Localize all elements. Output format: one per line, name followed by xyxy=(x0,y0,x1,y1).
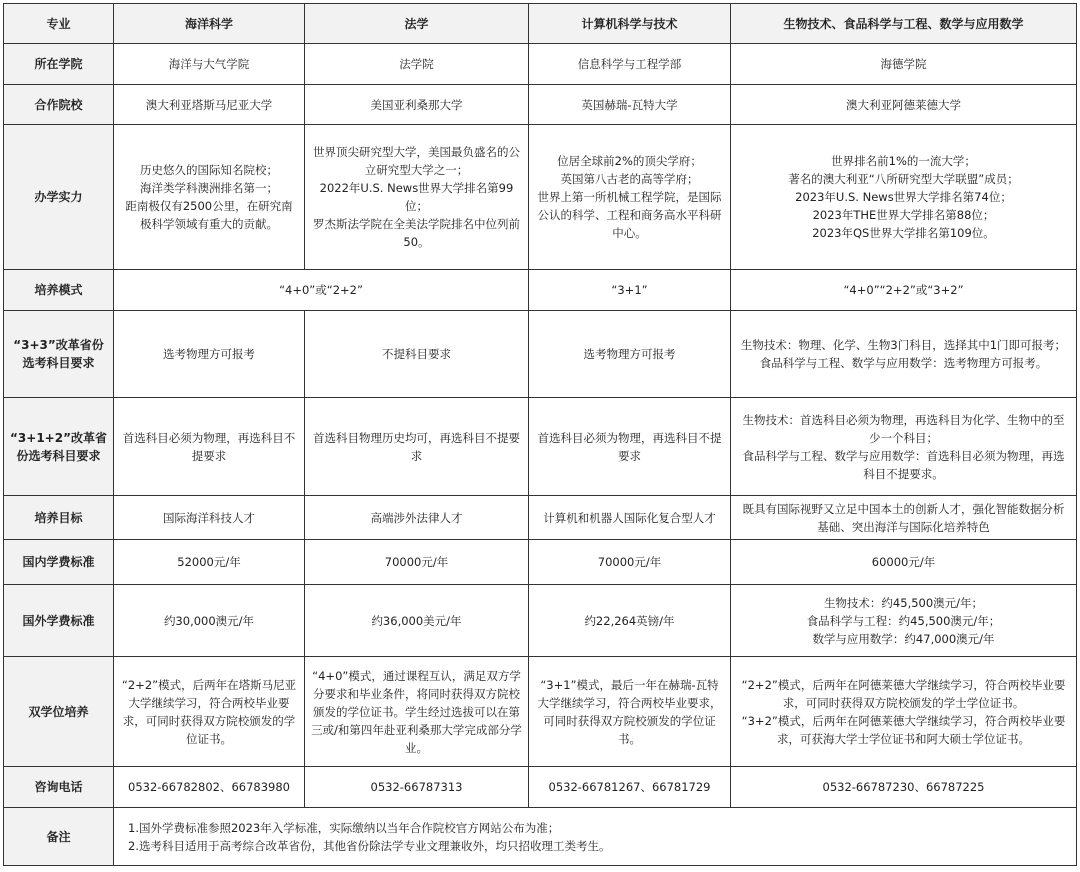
table-cell: “3+1” xyxy=(529,270,731,311)
row-label: 国内学费标准 xyxy=(4,540,114,585)
row-label: 双学位培养 xyxy=(4,657,114,767)
row-goal xyxy=(4,496,1077,540)
row-label: 培养模式 xyxy=(4,270,114,311)
row-partner xyxy=(4,85,1077,125)
table-cell: 0532-66787313 xyxy=(305,767,529,808)
table-cell: 英国赫瑞-瓦特大学 xyxy=(529,85,731,125)
table-cell: 国际海洋科技人才 xyxy=(114,496,305,540)
table-cell: 约30,000澳元/年 xyxy=(114,585,305,657)
row-label: “3+3”改革省份选考科目要求 xyxy=(4,311,114,398)
table-cell: “4+0”模式，通过课程互认，满足双方学分要求和毕业条件，将同时获得双方院校颁发的学位证书。学生经过选拔可以在第三或/和第四年赴亚利桑那大学完成部分学业。 xyxy=(305,657,529,767)
table-cell: 0532-66782802、66783980 xyxy=(114,767,305,808)
table-cell: 海洋与大气学院 xyxy=(114,44,305,85)
row-foreign-tuition xyxy=(4,585,1077,657)
table-cell: 计算机和机器人国际化复合型人才 xyxy=(529,496,731,540)
table-cell: 约22,264英镑/年 xyxy=(529,585,731,657)
table-cell: “2+2”模式，后两年在塔斯马尼亚大学继续学习，符合两校毕业要求，可同时获得双方院校颁发的学位证书。 xyxy=(114,657,305,767)
row-subjects-312 xyxy=(4,398,1077,496)
table-cell: 首选科目必须为物理，再选科目不提要求 xyxy=(529,398,731,496)
table-cell: 首选科目物理历史均可，再选科目不提要求 xyxy=(305,398,529,496)
row-label: 所在学院 xyxy=(4,44,114,85)
table-cell: 世界顶尖研究型大学，美国最负盛名的公立研究型大学之一； 2022年U.S. News世界大学排名第99位； 罗杰斯法学院在全美法学院排名中位列前50。 xyxy=(305,125,529,270)
row-college xyxy=(4,44,1077,85)
table-cell: 0532-66781267、66781729 xyxy=(529,767,731,808)
row-domestic-tuition xyxy=(4,540,1077,585)
header-row xyxy=(4,4,1077,44)
table-cell: 生物技术：约45,500澳元/年； 食品科学与工程：约45,500澳元/年； 数学与应用数学：约47,000澳元/年 xyxy=(731,585,1077,657)
table-cell: 澳大利亚阿德莱德大学 xyxy=(731,85,1077,125)
row-label: 办学实力 xyxy=(4,125,114,270)
table-cell: “4+0”或“2+2” xyxy=(114,270,529,311)
notes-cell: 1.国外学费标准参照2023年入学标准，实际缴纳以当年合作院校官方网站公布为准； 2.选考科目适用于高考综合改革省份，其他省份除法学专业文理兼收外，均只招收理工类考生。 xyxy=(114,808,1077,866)
row-phone xyxy=(4,767,1077,808)
table-cell: 首选科目必须为物理，再选科目不提要求 xyxy=(114,398,305,496)
row-label: 国外学费标准 xyxy=(4,585,114,657)
major-ocean-science: 海洋科学 xyxy=(114,4,305,44)
table-cell: 约36,000美元/年 xyxy=(305,585,529,657)
table-cell: “3+1”模式，最后一年在赫瑞-瓦特大学继续学习，符合两校毕业要求，可同时获得双方院校颁发的学位证书。 xyxy=(529,657,731,767)
table-cell: 选考物理方可报考 xyxy=(114,311,305,398)
row-strength xyxy=(4,125,1077,270)
table-cell: 52000元/年 xyxy=(114,540,305,585)
row-notes xyxy=(4,808,1077,866)
table-cell: 60000元/年 xyxy=(731,540,1077,585)
table-cell: 70000元/年 xyxy=(305,540,529,585)
major-law: 法学 xyxy=(305,4,529,44)
table-cell: 高端涉外法律人才 xyxy=(305,496,529,540)
table-cell: 生物技术：物理、化学、生物3门科目，选择其中1门即可报考； 食品科学与工程、数学与应用数学：选考物理方可报考。 xyxy=(731,311,1077,398)
row-mode xyxy=(4,270,1077,311)
row-label: 备注 xyxy=(4,808,114,866)
table-cell: “2+2”模式，后两年在阿德莱德大学继续学习，符合两校毕业要求，可同时获得双方院校颁发的学士学位证书。 “3+2”模式，后两年在阿德莱德大学继续学习，符合两校毕业要求，可获海大学士学位证书和阿大硕士学位证书。 xyxy=(731,657,1077,767)
table-cell: “4+0”“2+2”或“3+2” xyxy=(731,270,1077,311)
table-cell: 0532-66787230、66787225 xyxy=(731,767,1077,808)
table-cell: 法学院 xyxy=(305,44,529,85)
table-cell: 澳大利亚塔斯马尼亚大学 xyxy=(114,85,305,125)
row-label: 培养目标 xyxy=(4,496,114,540)
table-cell: 既具有国际视野又立足中国本土的创新人才，强化智能数据分析基础、突出海洋与国际化培养特色 xyxy=(731,496,1077,540)
major-computer-science: 计算机科学与技术 xyxy=(529,4,731,44)
table-cell: 选考物理方可报考 xyxy=(529,311,731,398)
program-comparison-table xyxy=(3,3,1077,866)
row-subjects-33 xyxy=(4,311,1077,398)
table-cell: 美国亚利桑那大学 xyxy=(305,85,529,125)
row-dual-degree xyxy=(4,657,1077,767)
row-label: 咨询电话 xyxy=(4,767,114,808)
table-cell: 位居全球前2%的顶尖学府； 英国第八古老的高等学府； 世界上第一所机械工程学院，是国际公认的科学、工程和商务高水平科研中心。 xyxy=(529,125,731,270)
row-label: “3+1+2”改革省份选考科目要求 xyxy=(4,398,114,496)
row-label: 合作院校 xyxy=(4,85,114,125)
header-label: 专业 xyxy=(4,4,114,44)
table-cell: 信息科学与工程学部 xyxy=(529,44,731,85)
table-cell: 世界排名前1%的一流大学； 著名的澳大利亚“八所研究型大学联盟”成员； 2023年U.S. News世界大学排名第74位； 2023年THE世界大学排名第88位； 2023年QS世界大学排名第109位。 xyxy=(731,125,1077,270)
major-biotech-food-math: 生物技术、食品科学与工程、数学与应用数学 xyxy=(731,4,1077,44)
table-cell: 生物技术：首选科目必须为物理，再选科目为化学、生物中的至少一个科目； 食品科学与工程、数学与应用数学：首选科目必须为物理，再选科目不提要求。 xyxy=(731,398,1077,496)
table-cell: 不提科目要求 xyxy=(305,311,529,398)
table-cell: 历史悠久的国际知名院校； 海洋类学科澳洲排名第一； 距南极仅有2500公里，在研究南极科学领域有重大的贡献。 xyxy=(114,125,305,270)
table-cell: 70000元/年 xyxy=(529,540,731,585)
table-cell: 海德学院 xyxy=(731,44,1077,85)
